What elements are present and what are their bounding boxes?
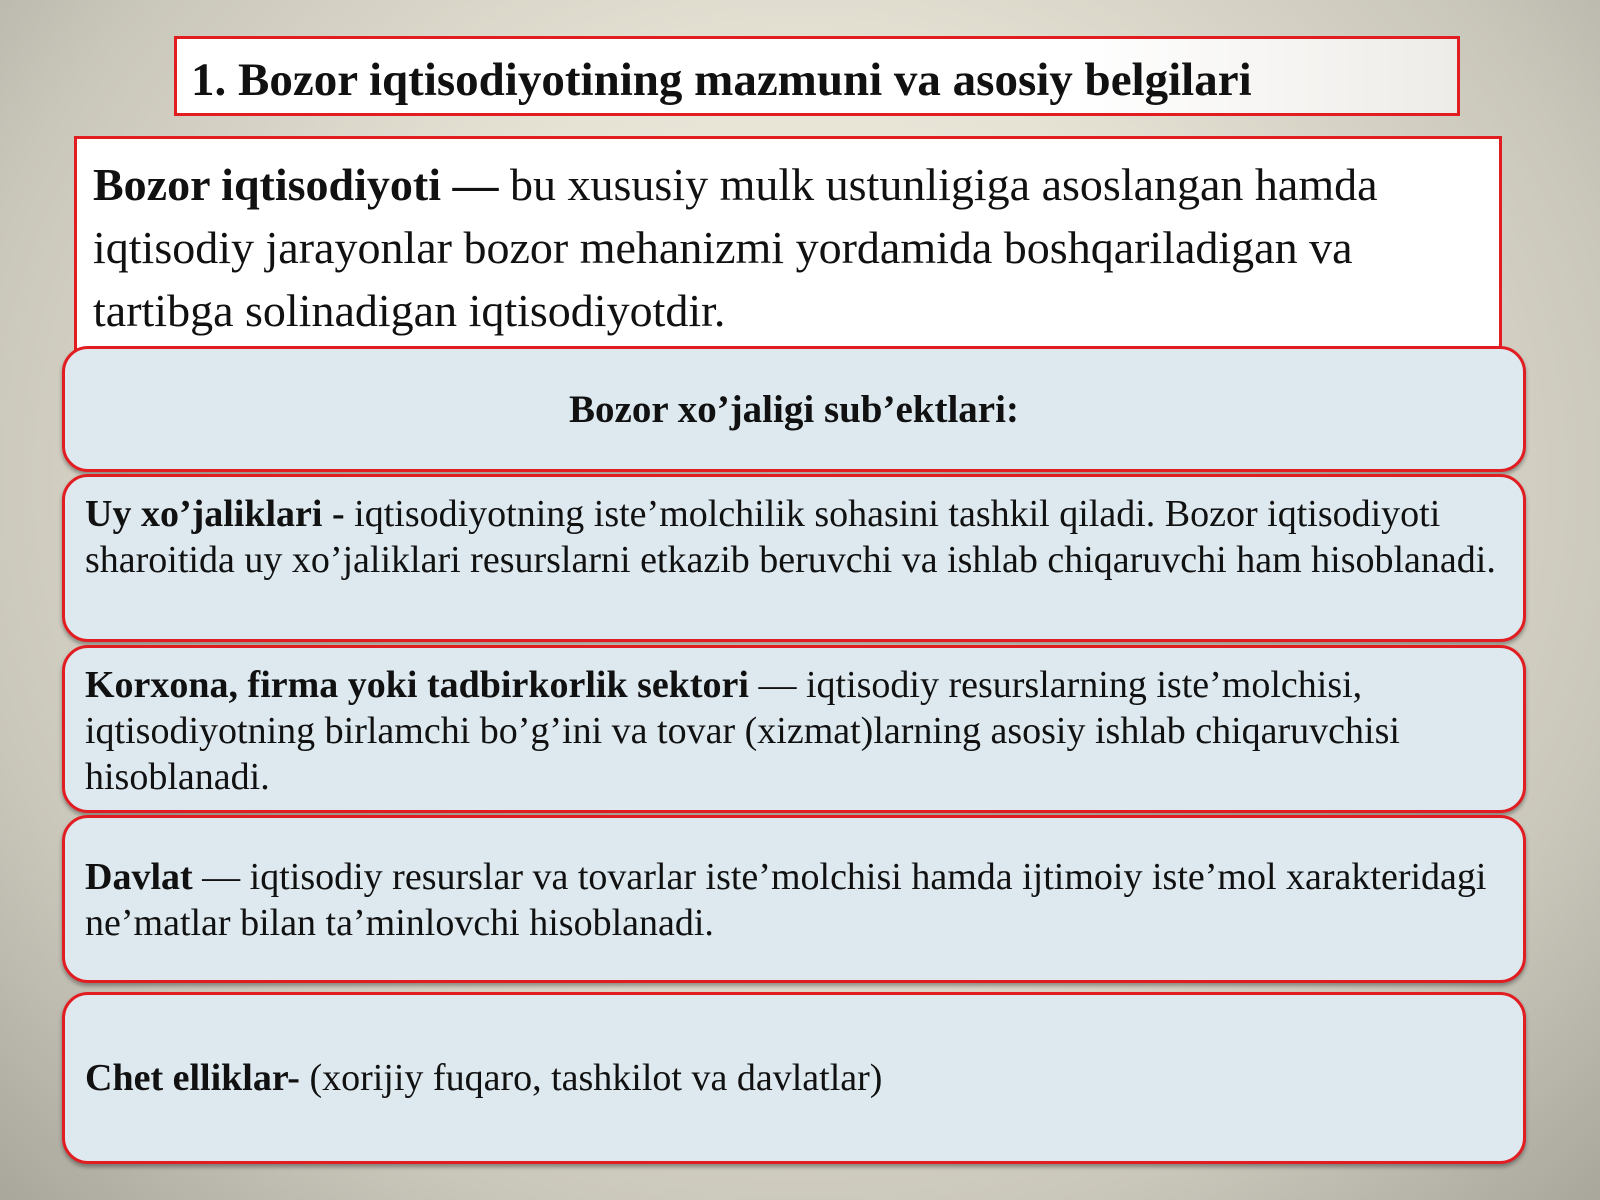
slide-title-text: 1. Bozor iqtisodiyotining mazmuni va asosiy belgilari (191, 54, 1252, 106)
subject-term: Uy xo’jaliklari - (85, 493, 345, 535)
definition-term: Bozor iqtisodiyoti — (93, 159, 499, 210)
slide-title (174, 36, 1460, 116)
definition-box (74, 136, 1502, 364)
subjects-header: Bozor xo’jaligi sub’ektlari: (569, 387, 1019, 431)
subject-text: — iqtisodiy resurslarning iste’molchisi, iqtisodiyotning birlamchi bo’g’ini va tovar (xizmat)larning asosiy ishlab chiqaruvchisi hisoblanadi. (85, 664, 1400, 798)
subject-text: — iqtisodiy resurslar va tovarlar iste’molchisi hamda ijtimoiy iste’mol xarakteridagi ne’matlar bilan ta’minlovchi hisoblanadi. (85, 856, 1487, 944)
definition-text: bu xususiy mulk ustunligiga asoslangan hamda iqtisodiy jarayonlar bozor mehanizmi yordamida boshqariladigan va tartibga solinadigan iqtisodiyotdir. (93, 159, 1378, 336)
subject-card-business (62, 645, 1526, 813)
subject-card-foreigners (62, 992, 1526, 1164)
subject-card-households (62, 474, 1526, 642)
subjects-header-card (62, 346, 1526, 472)
subject-term: Chet elliklar- (85, 1057, 300, 1099)
subject-term: Davlat (85, 856, 193, 898)
subject-card-state (62, 815, 1526, 983)
subject-term: Korxona, firma yoki tadbirkorlik sektori (85, 664, 749, 706)
subject-text: iqtisodiyotning iste’molchilik sohasini tashkil qiladi. Bozor iqtisodiyoti sharoitida uy xo’jaliklari resurslarni etkazib beruvchi va ishlab chiqaruvchi ham hisoblanadi. (85, 493, 1496, 581)
subject-text: (xorijiy fuqaro, tashkilot va davlatlar) (299, 1057, 883, 1099)
